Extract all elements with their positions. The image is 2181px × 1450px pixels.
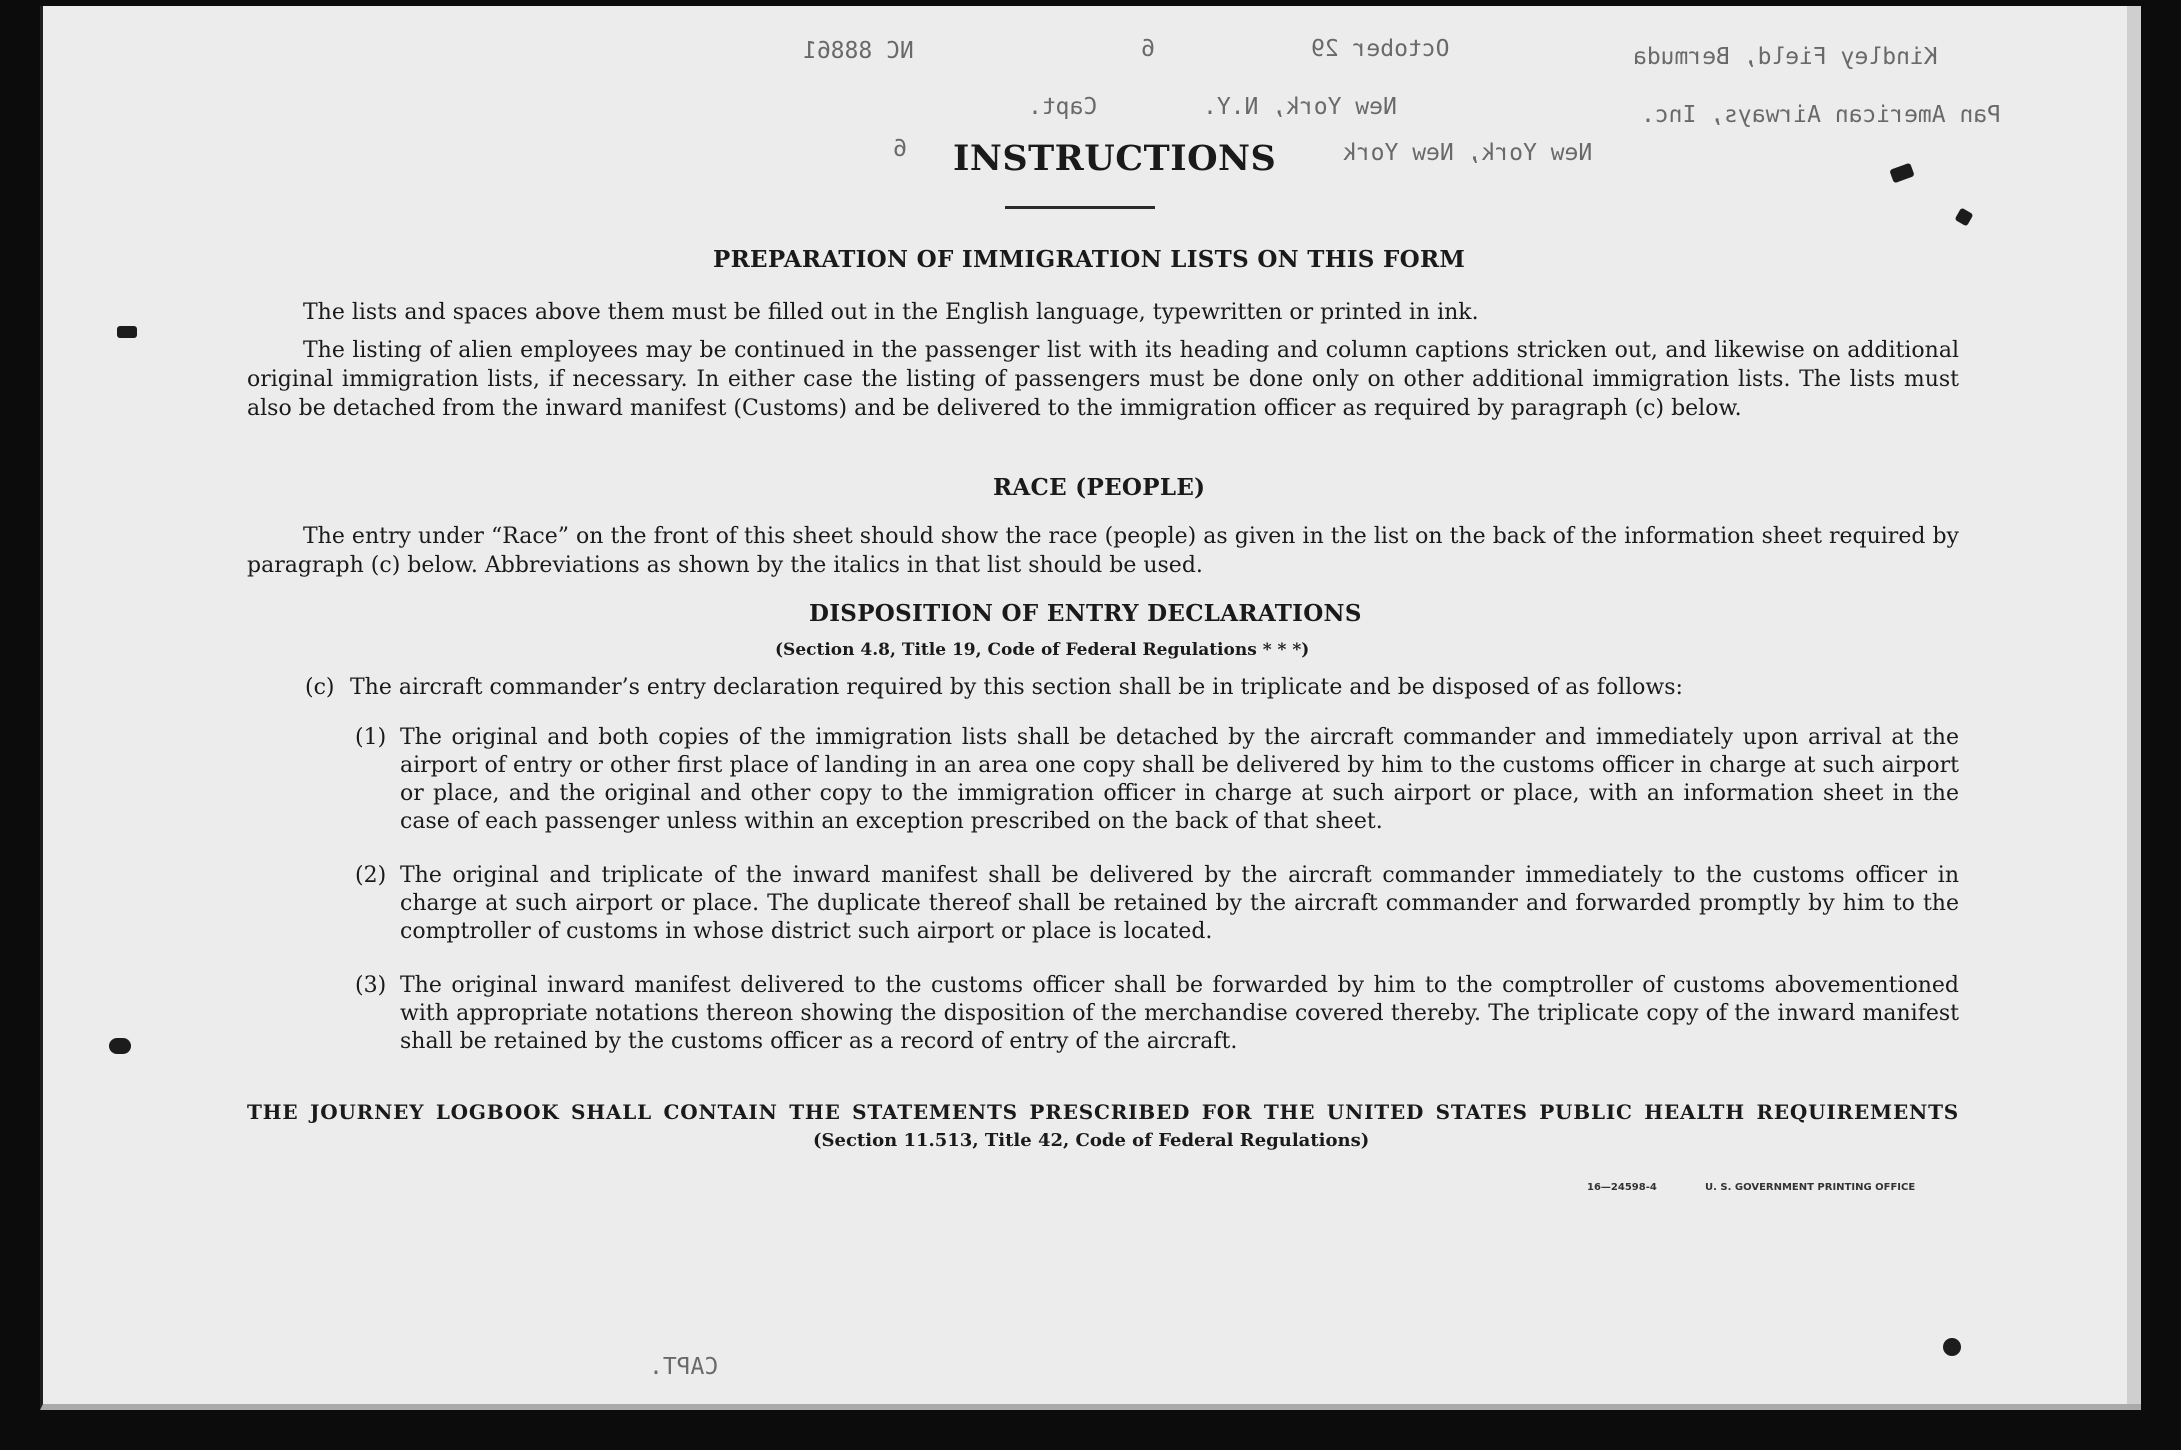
bleed-through-line1-left: Kindley Field, Bermuda [1633, 44, 1938, 70]
ink-mark [1954, 207, 1973, 226]
ink-mark [1889, 163, 1914, 184]
list-item-number: (2) [355, 863, 387, 888]
section-heading-disposition: DISPOSITION OF ENTRY DECLARATIONS [809, 600, 1362, 627]
page-title: INSTRUCTIONS [953, 138, 1277, 179]
paragraph-c [305, 674, 1960, 702]
bleed-through-line1-mid: October 29 [1311, 36, 1450, 62]
footer-citation: (Section 11.513, Title 42, Code of Federal Regulations) [813, 1130, 1370, 1151]
list-item-text: The original and triplicate of the inward manifest shall be delivered by the aircraft commander immediately to the customs officer in charge at such airport or place. The duplicate thereof shall be retained by the aircraft commander and forwarded promptly by him to the comptroller of customs in whose district such airport or place is located. [400, 863, 1959, 944]
paragraph-c-label: (c) [305, 675, 335, 700]
bleed-through-line3-left: New York, New York [1343, 140, 1593, 166]
title-underline [1005, 206, 1155, 209]
section-citation: (Section 4.8, Title 19, Code of Federal Regulations * * *) [775, 640, 1310, 660]
page-edge [2127, 6, 2141, 1404]
punch-mark [117, 326, 137, 338]
list-item [355, 862, 1959, 946]
punch-mark [1943, 1338, 1961, 1356]
paragraph-c-text: The aircraft commander’s entry declaration required by this section shall be in triplicate and be disposed of as follows: [350, 675, 1683, 700]
section-heading-preparation: PREPARATION OF IMMIGRATION LISTS ON THIS FORM [713, 246, 1466, 273]
list-item [355, 972, 1959, 1056]
paragraph-alien-employees: The listing of alien employees may be continued in the passenger list with its heading and column captions stricken out, and likewise on additional original immigration lists, if necessary. In either case the listing of passengers must be done only on other additional immigration lists. The lists must also be detached from the inward manifest (Customs) and be delivered to the immigration officer as required by paragraph (c) below. [247, 338, 1959, 421]
document-page [40, 6, 2141, 1410]
footer-heading: THE JOURNEY LOGBOOK SHALL CONTAIN THE STATEMENTS PRESCRIBED FOR THE UNITED STATES PUBLIC HEALTH REQUIREMENTS [247, 1100, 1959, 1124]
list-item-number: (3) [355, 973, 387, 998]
bleed-through-bottom: CAPT. [649, 1354, 719, 1380]
list-item-number: (1) [355, 725, 387, 750]
section-heading-race: RACE (PEOPLE) [993, 474, 1206, 501]
bleed-through-line2-right: Capt. [1028, 94, 1098, 120]
bleed-through-line2-mid: New York, N.Y. [1203, 94, 1397, 120]
bleed-through-line1-right: NC 88861 [803, 38, 914, 64]
printer-imprint: U. S. GOVERNMENT PRINTING OFFICE [1705, 1182, 1916, 1193]
punch-mark [109, 1038, 131, 1054]
list-item [355, 724, 1959, 836]
paragraph-race-entry: The entry under “Race” on the front of this sheet should show the race (people) as given in the list on the back of the information sheet required by paragraph (c) below. Abbreviations as shown by the italics in that list should be used. [247, 524, 1959, 578]
bleed-through-line1-num: 6 [1141, 36, 1155, 62]
list-item-text: The original and both copies of the immigration lists shall be detached by the aircraft commander and immediately upon arrival at the airport of entry or other first place of landing in an area one copy shall be delivered by him to the customs officer in charge at such airport or place, and the original and other copy to the immigration officer in charge at such airport or place, with an information sheet in the case of each passenger unless within an exception prescribed on the back of that sheet. [400, 725, 1959, 834]
bleed-through-line3-right: 6 [893, 136, 907, 162]
bleed-through-line2-left: Pan American Airways, Inc. [1641, 102, 2002, 128]
form-number: 16—24598-4 [1587, 1182, 1657, 1193]
list-item-text: The original inward manifest delivered to the customs officer shall be forwarded by him to the comptroller of customs abovementioned with appropriate notations thereon showing the disposition of the merchandise covered thereby. The triplicate copy of the inward manifest shall be retained by the customs officer as a record of entry of the aircraft. [400, 973, 1959, 1054]
paragraph-english-language: The lists and spaces above them must be filled out in the English language, typewritten or printed in ink. [303, 300, 1479, 325]
